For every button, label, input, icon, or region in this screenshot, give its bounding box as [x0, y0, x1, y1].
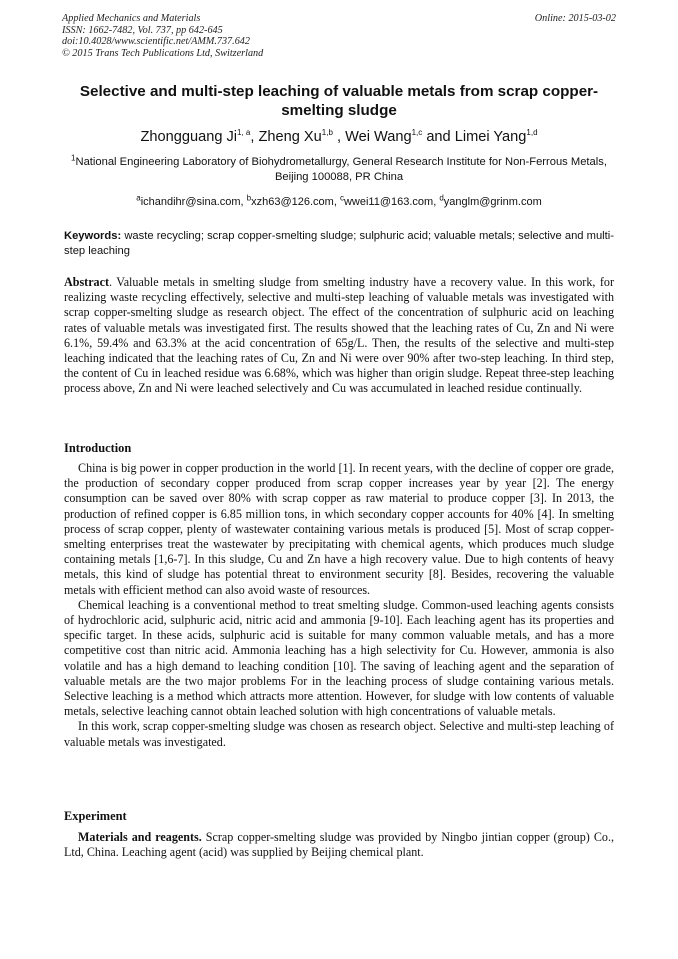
- subsection-text: Scrap copper-smelting sludge was provided by Ningbo jintian copper (group) Co., Ltd, China. Leaching agent (acid) was supplied by Beijing chemical plant.: [64, 830, 614, 860]
- email-superscript: b: [246, 193, 252, 203]
- author-separator: and: [422, 129, 455, 145]
- author-name: Zheng Xu: [258, 129, 322, 145]
- author-name: Wei Wang: [345, 129, 412, 145]
- introduction-body: [64, 461, 614, 750]
- email-address[interactable]: ichandihr@sina.com: [140, 196, 241, 208]
- email-address[interactable]: yanglm@grinm.com: [443, 196, 542, 208]
- introduction-heading: Introduction: [64, 441, 132, 455]
- issn-line: ISSN: 1662-7482, Vol. 737, pp 642-645: [62, 24, 223, 36]
- keywords-text: waste recycling; scrap copper-smelting sludge; sulphuric acid; valuable metals; selective and multi-step leaching: [64, 230, 614, 257]
- abstract-label: Abstract: [64, 275, 110, 289]
- abstract-text: . Valuable metals in smelting sludge from smelting industry have a recovery value. In this work, for realizing waste recycling effectively, selective and multi-step leaching of valuable metals was investigated with scrap copper-smelting sludge as research object. The effect of the concentration of sulphuric acid on leaching rates of valuable metals was investigated first. The results showed that the leaching rates of Cu, Zn and Ni were 6.1%, 59.4% and 63.3% at the acid concentration of 65g/L. Then, the results of the selective and multi-step leaching indicated that the leaching rates of Cu, Zn and Ni were over 90% after two-step leaching. In third step, the content of Cu in leached residue was 6.68%, which was higher than origin sludge. Repeat three-step leaching process above, Zn and Ni were leached selectively and Cu was accumulated in leached residue continually.: [64, 275, 614, 396]
- affiliation-superscript: 1: [71, 153, 76, 163]
- paper-title: Selective and multi-step leaching of valuable metals from scrap copper-smelting sludge: [79, 83, 599, 119]
- doi-line: doi:10.4028/www.scientific.net/AMM.737.642: [62, 36, 250, 47]
- email-superscript: d: [439, 193, 444, 203]
- journal-header: [62, 13, 616, 59]
- author-superscript: 1,b: [321, 128, 333, 138]
- author-separator: ,: [332, 129, 346, 145]
- author-name: Zhongguang Ji: [140, 129, 238, 145]
- email-separator: ,: [333, 196, 340, 208]
- copyright-line: © 2015 Trans Tech Publications Ltd, Switzerland: [62, 47, 264, 59]
- experiment-heading: Experiment: [64, 809, 127, 823]
- abstract: [64, 275, 614, 397]
- author-list: [62, 128, 616, 146]
- author-name: Limei Yang: [454, 129, 527, 145]
- keywords: [64, 229, 614, 259]
- email-separator: ,: [433, 196, 440, 208]
- affiliation-text: National Engineering Laboratory of Biohydrometallurgy, General Research Institute for Non-Ferrous Metals, Beijing 100088, PR China: [75, 156, 607, 183]
- paragraph: [64, 830, 614, 860]
- author-superscript: 1,d: [526, 128, 538, 138]
- email-separator: ,: [240, 196, 247, 208]
- email-address[interactable]: wwei11@163.com: [343, 196, 434, 208]
- paragraph: China is big power in copper production in the world [1]. In recent years, with the decline of copper ore grade, the production of secondary copper produced from scrap copper increases year by year [2]. The energy consumption can be saved over 80% with scrap copper as raw material to produce copper [3]. In 2013, the production of refined copper is 6.85 million tons, in which secondary copper accounts for 40% [4]. In smelting process of scrap copper, plenty of wastewater containing various metals is produced [5]. Most of scrap copper-smelting enterprises treat the wastewater by precipitating with chemical agents, which produces much sludge containing metals [1,6-7]. In this sludge, Cu and Zn have a high recovery value. Due to high contents of heavy metals, this kind of sludge has potential threat to environment security [8]. Besides, recovering the valuable metals with efficient method can also avoid waste of resources.: [64, 461, 614, 597]
- experiment-body: [64, 830, 614, 860]
- email-superscript: c: [339, 193, 344, 203]
- author-separator: ,: [250, 129, 259, 145]
- keywords-label: Keywords:: [64, 230, 122, 242]
- journal-name: Applied Mechanics and Materials: [62, 13, 201, 24]
- paragraph: In this work, scrap copper-smelting sludge was chosen as research object. Selective and multi-step leaching of valuable metals was investigated.: [64, 719, 614, 749]
- author-superscript: 1, a: [237, 128, 251, 138]
- author-superscript: 1,c: [411, 128, 423, 138]
- online-date: Online: 2015-03-02: [534, 13, 616, 24]
- subsection-label: Materials and reagents.: [78, 830, 202, 844]
- paragraph: Chemical leaching is a conventional method to treat smelting sludge. Common-used leaching agents consists of hydrochloric acid, sulphuric acid, nitric acid and ammonia [9-10]. Each leaching agent has its properties and specific target. In these acids, sulphuric acid is suitable for many common valuable metals, and has a more competitive cost than nitric acid. Ammonia leaching has a high selectivity for Cu. However, ammonia is also volatile and has a high demand to leaching condition [10]. The saving of leaching agent and the separation of valuable metals are the two major problems For in the leaching process of sludge containing various metals. Selective leaching is a method which attracts more attention. However, for sludge with low contents of valuable metals, selective leaching cannot obtain leached solution with high concentrations of valuable metals.: [64, 597, 614, 719]
- affiliation: [62, 155, 616, 185]
- author-emails: [62, 195, 616, 209]
- email-address[interactable]: xzh63@126.com: [251, 196, 334, 208]
- email-superscript: a: [136, 193, 141, 203]
